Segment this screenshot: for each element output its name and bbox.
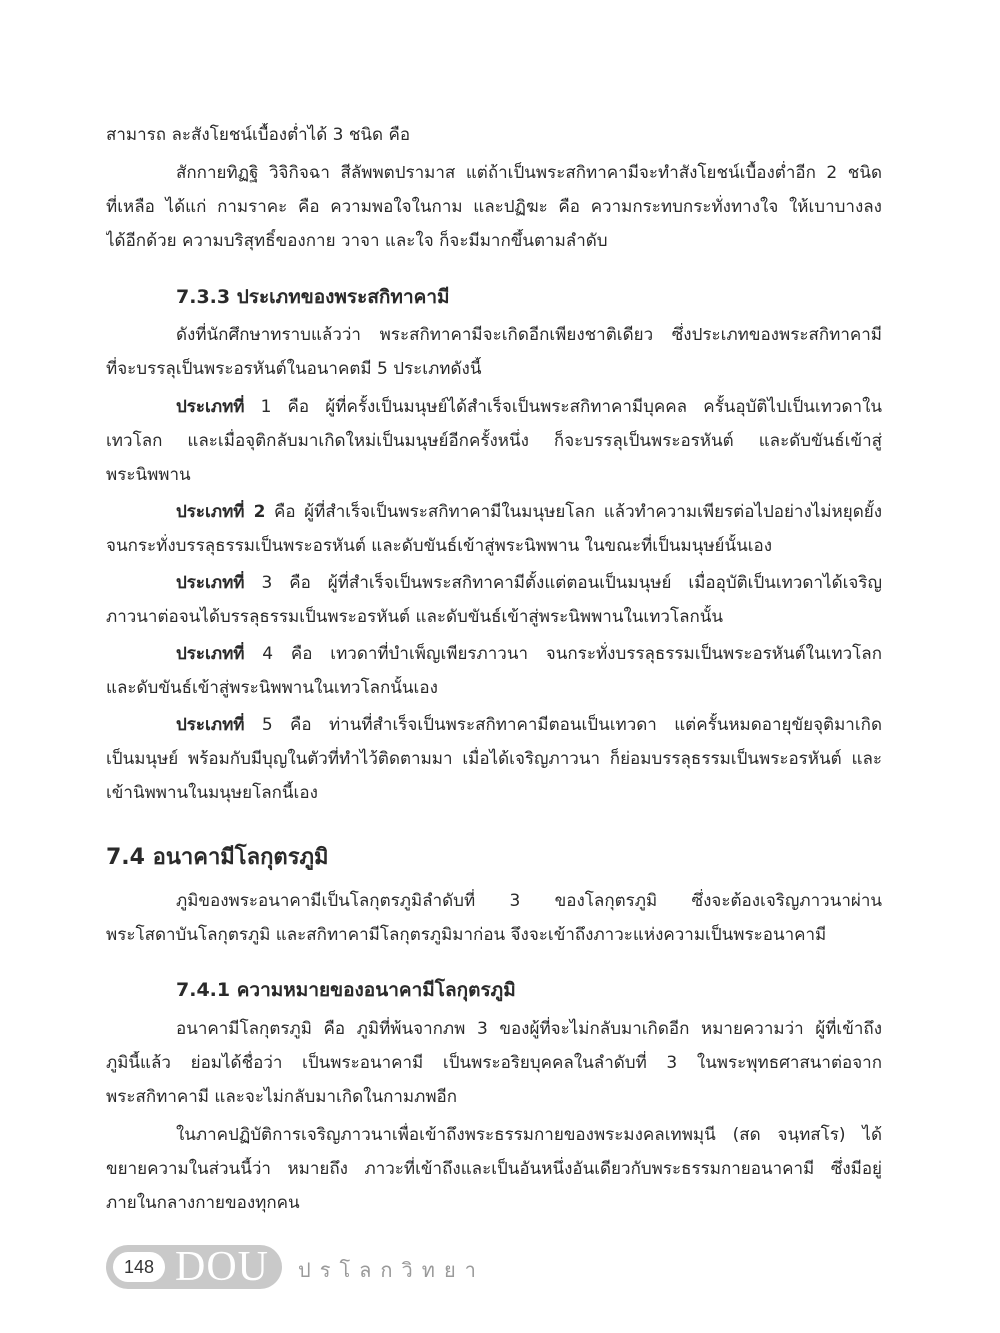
dou-logo: DOU xyxy=(175,1244,269,1290)
paragraph-line: ภูมิของพระอนาคามีเป็นโลกุตรภูมิลำดับที่ 3 ของโลกุตรภูมิ ซึ่งจะต้องเจริญภาวนาผ่าน xyxy=(176,891,882,911)
type-label: ประเภทที่ xyxy=(176,644,245,664)
type-text: คือ ผู้ที่สำเร็จเป็นพระสกิทาคามีในมนุษยโลก แล้วทำความเพียรต่อไปอย่างไม่หยุดยั้ง xyxy=(265,502,882,522)
type-text: 1 คือ ผู้ที่ครั้งเป็นมนุษย์ได้สำเร็จเป็นพระสกิทาคามีบุคคล ครั้นอุบัติไปเป็นเทวดาใน xyxy=(244,397,882,417)
paragraph-line: ขยายความในส่วนนี้ว่า หมายถึง ภาวะที่เข้าถึงและเป็นอันหนึ่งอันเดียวกับพระธรรมกายอนาคามี ซึ่งมีอยู่ xyxy=(106,1159,882,1179)
type-3-line xyxy=(176,571,882,595)
type-label: ประเภทที่ xyxy=(176,715,245,735)
paragraph-line: จนกระทั่งบรรลุธรรมเป็นพระอรหันต์ และดับขันธ์เข้าสู่พระนิพพาน ในขณะที่เป็นมนุษย์นั้นเอง xyxy=(106,536,773,556)
type-1-line xyxy=(176,395,882,419)
type-label: ประเภทที่ 2 xyxy=(176,502,266,522)
paragraph-line: ภูมินี้แล้ว ย่อมได้ชื่อว่า เป็นพระอนาคามี เป็นพระอริยบุคคลในลำดับที่ 3 ในพระพุทธศาสนาต่อจาก xyxy=(106,1053,882,1073)
paragraph-line: พระสกิทาคามี และจะไม่กลับมาเกิดในกามภพอีก xyxy=(106,1087,458,1107)
type-5-line xyxy=(176,713,882,737)
book-title: ปรโลกวิทยา xyxy=(298,1258,485,1282)
paragraph-line: เข้านิพพานในมนุษยโลกนี้เอง xyxy=(106,783,318,803)
paragraph-line: ที่จะบรรลุเป็นพระอรหันต์ในอนาคตมี 5 ประเภทดังนี้ xyxy=(106,359,482,379)
paragraph-line: ได้อีกด้วย ความบริสุทธิ์ของกาย วาจา และใจ ก็จะมีมากขึ้นตามลำดับ xyxy=(106,231,608,251)
section-heading-7-3-3: 7.3.3 ประเภทของพระสกิทาคามี xyxy=(176,286,450,308)
paragraph-line: ดังที่นักศึกษาทราบแล้วว่า พระสกิทาคามีจะเกิดอีกเพียงชาติเดียว ซึ่งประเภทของพระสกิทาคามี xyxy=(176,325,882,345)
paragraph-line: สามารถ ละสังโยชน์เบื้องต่ำได้ 3 ชนิด คือ xyxy=(106,125,411,145)
paragraph-line: ที่เหลือ ได้แก่ กามราคะ คือ ความพอใจในกาม และปฏิฆะ คือ ความกระทบกระทั่งทางใจ ให้เบาบางลง xyxy=(106,197,882,217)
type-text: 5 คือ ท่านที่สำเร็จเป็นพระสกิทาคามีตอนเป็นเทวดา แต่ครั้นหมดอายุขัยจุติมาเกิด xyxy=(244,715,882,735)
type-2-line xyxy=(176,500,882,524)
paragraph-line: ภายในกลางกายของทุกคน xyxy=(106,1193,300,1213)
paragraph-line: เทวโลก และเมื่อจุติกลับมาเกิดใหม่เป็นมนุษย์อีกครั้งหนึ่ง ก็จะบรรลุเป็นพระอรหันต์ และดับขันธ์เข้าสู่ xyxy=(106,431,882,451)
type-label: ประเภทที่ xyxy=(176,573,245,593)
type-text: 3 คือ ผู้ที่สำเร็จเป็นพระสกิทาคามีตั้งแต่ตอนเป็นมนุษย์ เมื่ออุบัติเป็นเทวดาได้เจริญ xyxy=(244,573,882,593)
page-number: 148 xyxy=(113,1252,165,1282)
section-heading-7-4-1: 7.4.1 ความหมายของอนาคามีโลกุตรภูมิ xyxy=(176,979,516,1001)
paragraph-line: สักกายทิฏฐิ วิจิกิจฉา สีลัพพตปรามาส แต่ถ้าเป็นพระสกิทาคามีจะทำสังโยชน์เบื้องต่ำอีก 2 ชนิด xyxy=(176,163,882,183)
paragraph-line: ในภาคปฏิบัติการเจริญภาวนาเพื่อเข้าถึงพระธรรมกายของพระมงคลเทพมุนี (สด จนฺทสโร) ได้ xyxy=(176,1125,882,1145)
type-text: 4 คือ เทวดาที่บำเพ็ญเพียรภาวนา จนกระทั่งบรรลุธรรมเป็นพระอรหันต์ในเทวโลก xyxy=(244,644,882,664)
paragraph-line: เป็นมนุษย์ พร้อมกับมีบุญในตัวที่ทำไว้ติดตามมา เมื่อได้เจริญภาวนา ก็ย่อมบรรลุธรรมเป็นพระอรหันต์ และ xyxy=(106,749,882,769)
section-heading-7-4: 7.4 อนาคามีโลกุตรภูมิ xyxy=(106,845,329,870)
type-label: ประเภทที่ xyxy=(176,397,245,417)
paragraph-line: พระนิพพาน xyxy=(106,465,191,485)
paragraph-line: และดับขันธ์เข้าสู่พระนิพพานในเทวโลกนั้นเอง xyxy=(106,678,438,698)
paragraph-line: อนาคามีโลกุตรภูมิ คือ ภูมิที่พ้นจากภพ 3 ของผู้ที่จะไม่กลับมาเกิดอีก หมายความว่า ผู้ที่เข้าถึง xyxy=(176,1019,882,1039)
type-4-line xyxy=(176,642,882,666)
paragraph-line: พระโสดาบันโลกุตรภูมิ และสกิทาคามีโลกุตรภูมิมาก่อน จึงจะเข้าถึงภาวะแห่งความเป็นพระอนาคามี xyxy=(106,925,827,945)
paragraph-line: ภาวนาต่อจนได้บรรลุธรรมเป็นพระอรหันต์ และดับขันธ์เข้าสู่พระนิพพานในเทวโลกนั้น xyxy=(106,607,724,627)
